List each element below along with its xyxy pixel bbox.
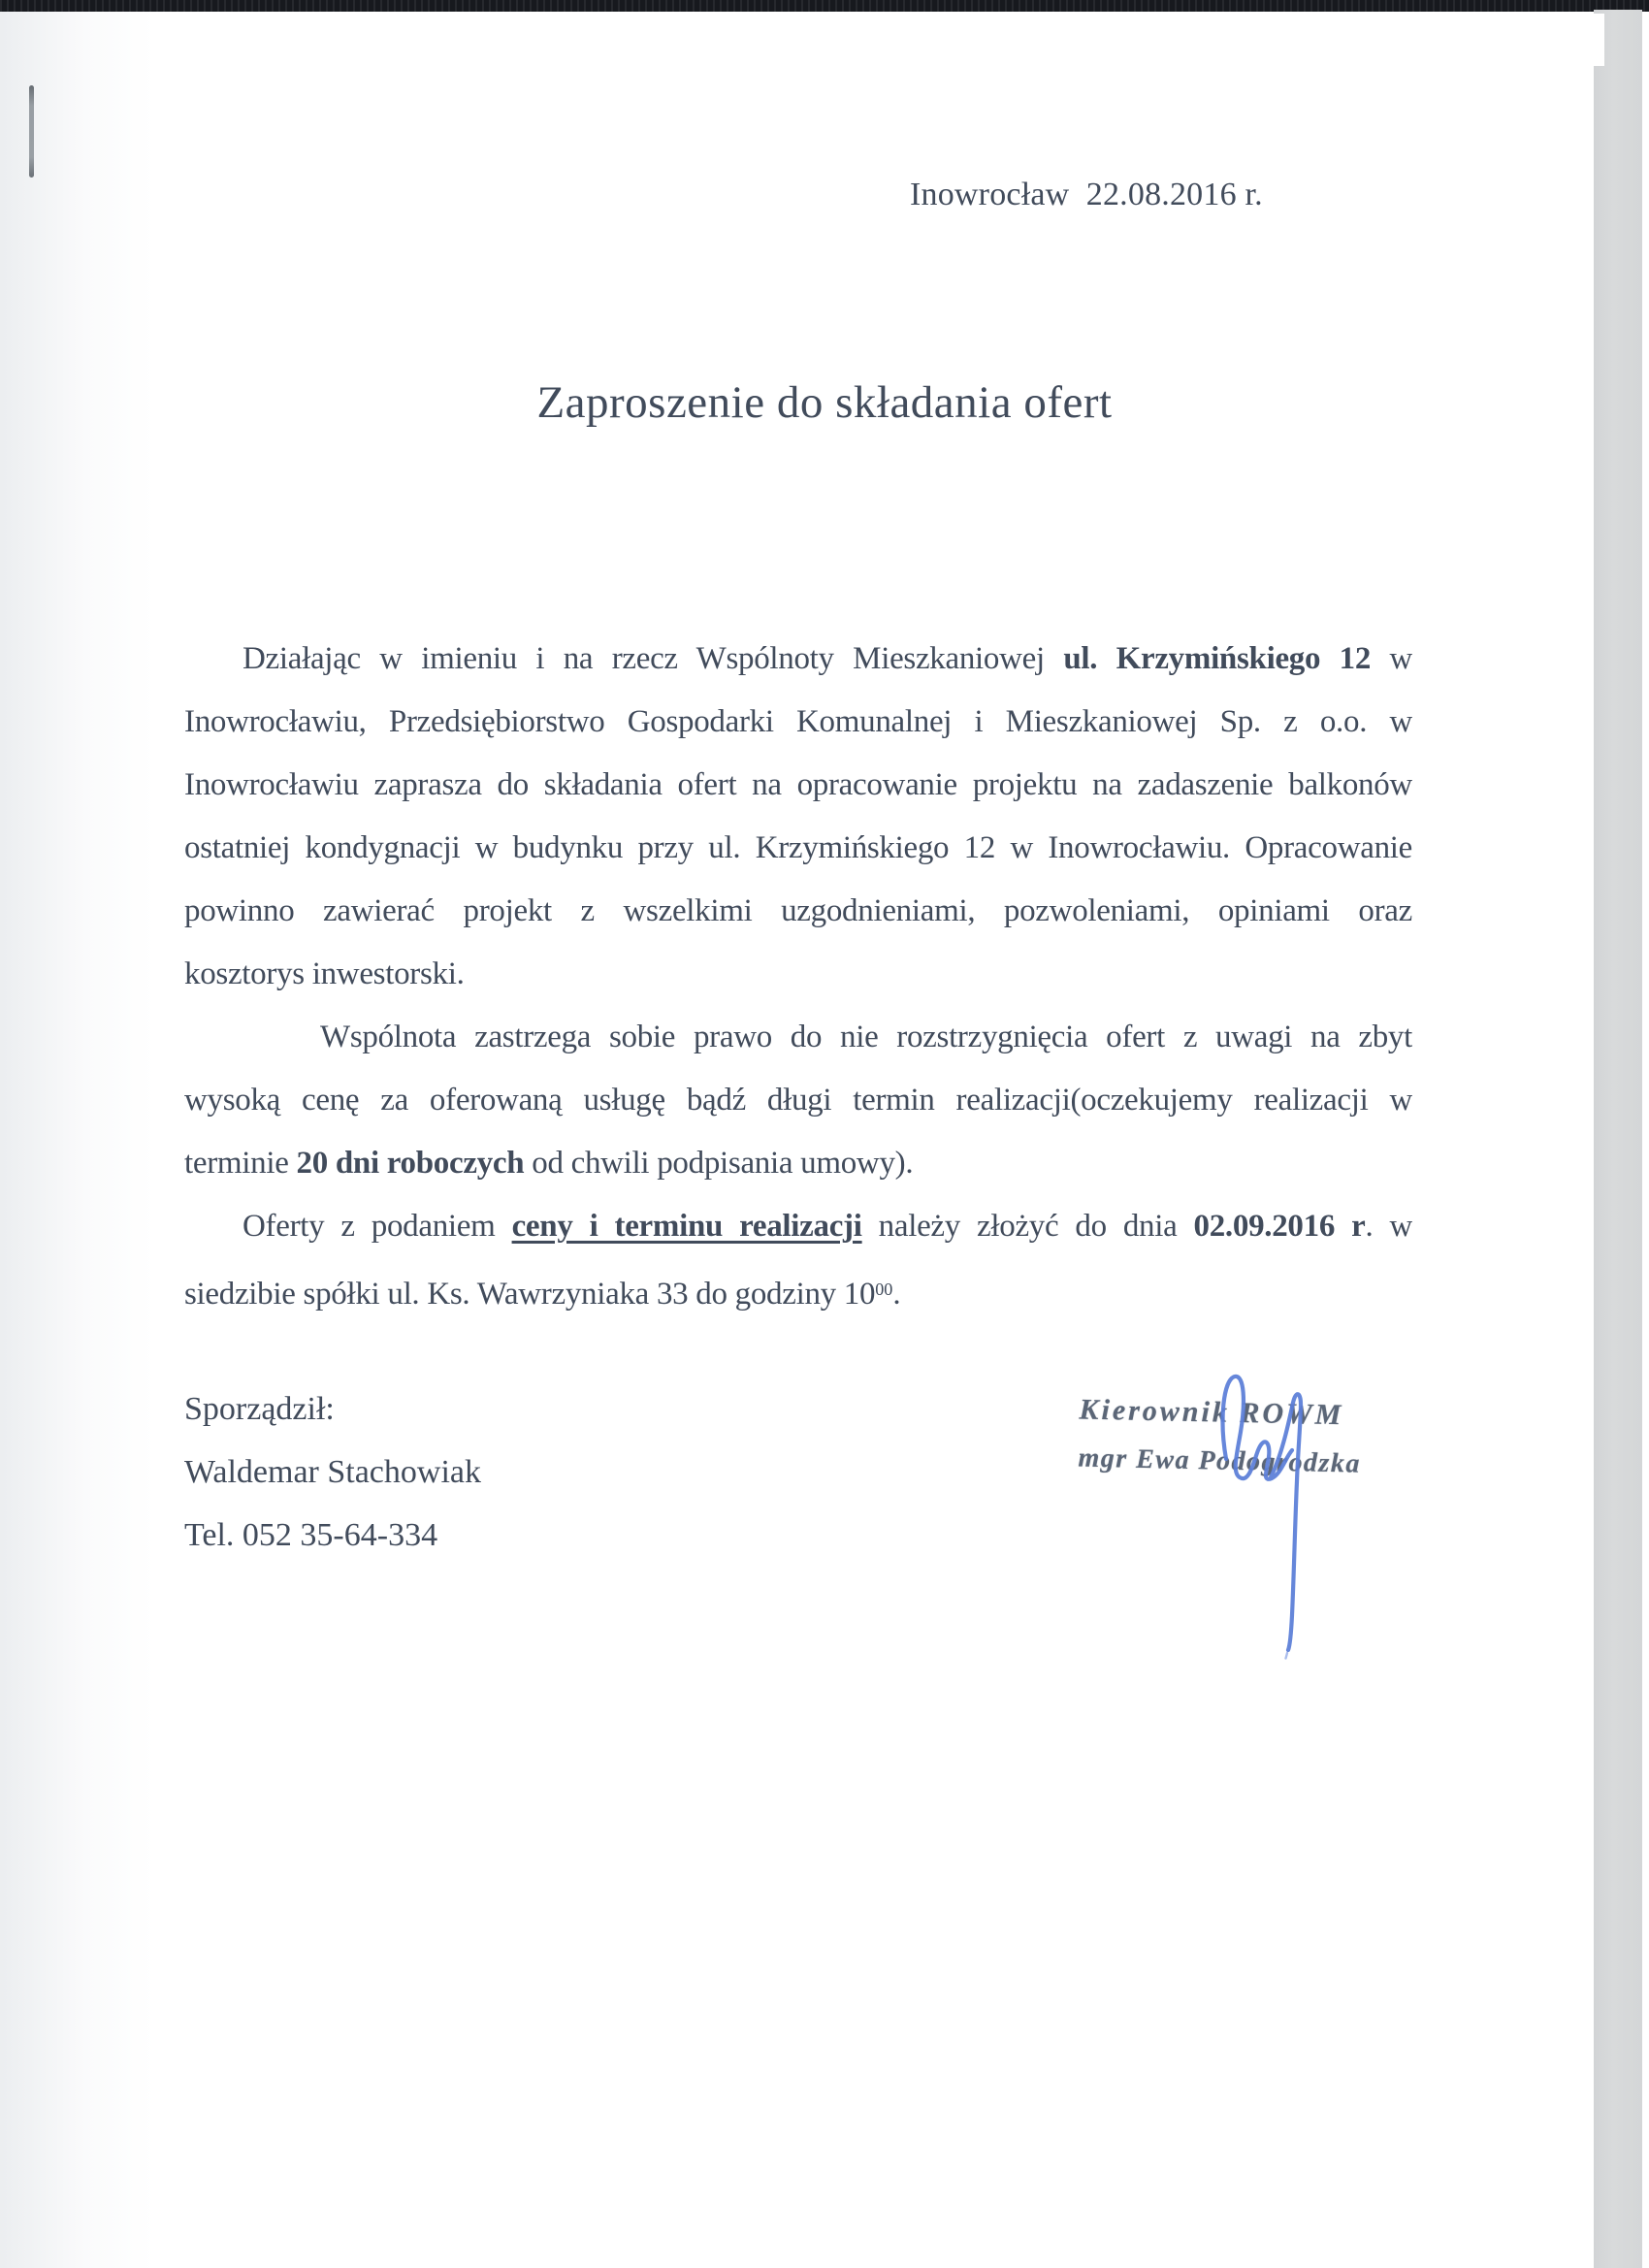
text-run: . (892, 1277, 901, 1312)
scan-artifact-line (29, 85, 34, 178)
paragraph-2 (184, 1006, 1412, 1195)
text-run: należy złożyć do dnia (861, 1209, 1194, 1244)
text-run-bold-underline: ceny i terminu realizacji (511, 1209, 862, 1244)
prepared-label: Sporządził: (184, 1391, 335, 1427)
body-line: Inowrocławiu, Przedsiębiorstwo Gospodarki Komunalnej i Mieszkaniowej Sp. z o.o. w (184, 704, 1412, 739)
text-run-bold: 20 dni roboczych (296, 1146, 525, 1181)
signature-stroke (1223, 1377, 1301, 1659)
scan-edge-top (0, 0, 1649, 12)
phone-number: Tel. 052 35-64-334 (184, 1517, 438, 1553)
superscript-hours: 00 (875, 1280, 893, 1299)
body-line: Wspólnota zastrzega sobie prawo do nie rozstrzygnięcia ofert z uwagi na zbyt (320, 1020, 1412, 1054)
body-line (184, 1258, 1412, 1321)
paper-corner-step (1592, 14, 1604, 66)
letter-body (184, 628, 1412, 1321)
body-line: kosztorys inwestorski. (184, 956, 465, 991)
paragraph-3 (184, 1195, 1412, 1321)
body-line (184, 1132, 1412, 1195)
text-run: Działając w imieniu i na rzecz Wspólnoty Mieszkaniowej (242, 641, 1064, 676)
paragraph-1 (184, 628, 1412, 1006)
dateline: Inowrocław 22.08.2016 r. (910, 177, 1263, 212)
scan-edge-right (1594, 10, 1642, 2268)
scan-shadow-left (0, 12, 155, 2268)
body-line: ostatniej kondygnacji w budynku przy ul. Krzymińskiego 12 w Inowrocławiu. Opracowanie (184, 830, 1412, 865)
text-run-bold: 02.09.2016 r (1193, 1209, 1366, 1244)
body-line (184, 1195, 1412, 1258)
text-run-bold: ul. Krzymińskiego 12 (1063, 641, 1372, 676)
body-line: powinno zawierać projekt z wszelkimi uzgodnieniami, pozwoleniami, opiniami oraz (184, 893, 1412, 928)
text-run: Oferty z podaniem (242, 1209, 512, 1244)
handwritten-signature (1205, 1360, 1389, 1661)
text-run: od chwili podpisania umowy). (524, 1146, 914, 1181)
body-line (184, 628, 1412, 691)
body-line: Inowrocławiu zaprasza do składania ofert na opracowanie projektu na zadaszenie balkonów (184, 767, 1412, 802)
signature-block-left (184, 1377, 481, 1567)
stamp-name-text: mgr Ewa Podogrodzka (1078, 1442, 1362, 1479)
text-run: . w (1365, 1209, 1412, 1244)
text-run: w (1371, 641, 1412, 676)
page-title: Zaproszenie do składania ofert (536, 377, 1113, 428)
text-run: terminie (184, 1146, 297, 1181)
prepared-by-name: Waldemar Stachowiak (184, 1454, 481, 1490)
text-run: siedzibie spółki ul. Ks. Wawrzyniaka 33 do godziny 10 (184, 1277, 876, 1312)
body-line: wysoką cenę za oferowaną usługę bądź długi termin realizacji(oczekujemy realizacji w (184, 1083, 1412, 1118)
stamp-role-text: Kierownik ROWM (1079, 1393, 1344, 1432)
